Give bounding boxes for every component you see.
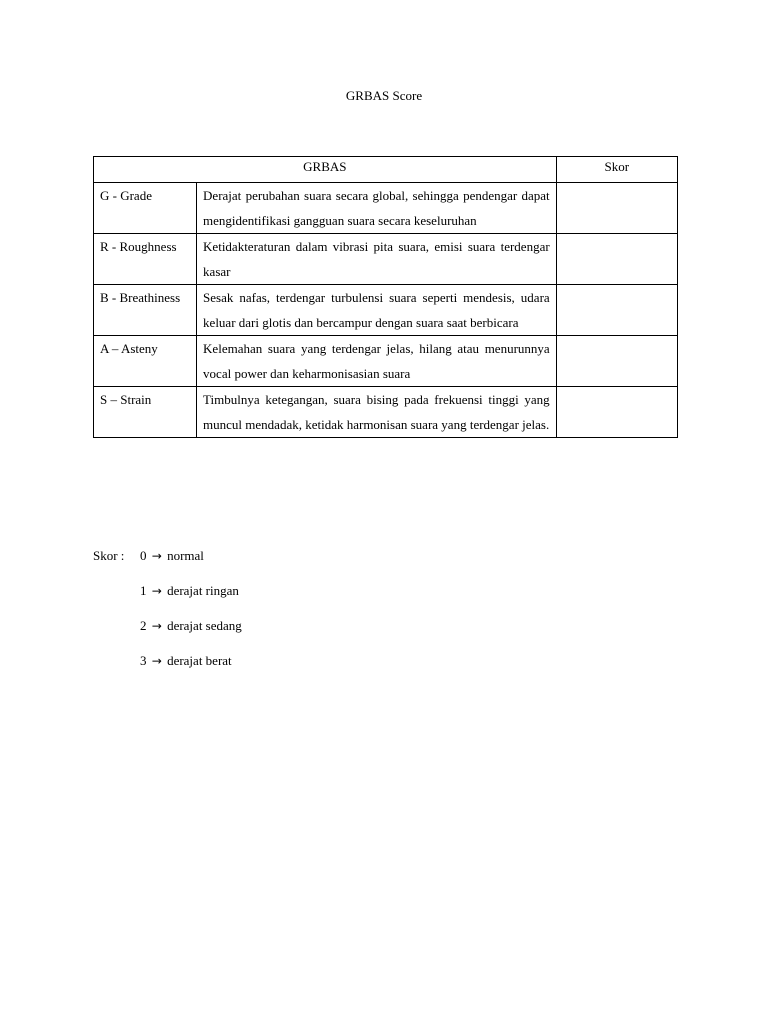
table-row	[94, 285, 678, 336]
arrow-right-icon: →	[151, 654, 162, 668]
row-name: G - Grade	[94, 183, 197, 234]
row-name: B - Breathiness	[94, 285, 197, 336]
row-score-cell	[556, 387, 677, 438]
arrow-right-icon: →	[151, 549, 162, 563]
legend-item	[93, 582, 242, 617]
arrow-right-icon: →	[151, 619, 162, 633]
table-header-row	[94, 157, 678, 183]
legend-value: 1	[140, 583, 147, 598]
row-description: Kelemahan suara yang terdengar jelas, hilang atau menurunnya vocal power dan keharmonisasian suara	[197, 336, 557, 387]
arrow-right-icon: →	[151, 584, 162, 598]
row-score-cell	[556, 183, 677, 234]
legend-value: 0	[140, 548, 147, 563]
header-grbas: GRBAS	[94, 157, 557, 183]
header-skor: Skor	[556, 157, 677, 183]
table-row	[94, 387, 678, 438]
legend-item	[93, 617, 242, 652]
legend-meaning: derajat ringan	[167, 583, 239, 598]
legend-meaning: derajat sedang	[167, 618, 242, 633]
row-score-cell	[556, 285, 677, 336]
table-row	[94, 183, 678, 234]
legend-item	[93, 547, 242, 582]
legend-item	[93, 652, 242, 687]
table-row	[94, 336, 678, 387]
table-row	[94, 234, 678, 285]
legend-meaning: derajat berat	[167, 653, 232, 668]
row-name: S – Strain	[94, 387, 197, 438]
row-name: A – Asteny	[94, 336, 197, 387]
row-score-cell	[556, 234, 677, 285]
legend-value: 3	[140, 653, 147, 668]
row-description: Derajat perubahan suara secara global, sehingga pendengar dapat mengidentifikasi gangguan suara secara keseluruhan	[197, 183, 557, 234]
row-description: Sesak nafas, terdengar turbulensi suara seperti mendesis, udara keluar dari glotis dan bercampur dengan suara saat berbicara	[197, 285, 557, 336]
grbas-table	[93, 156, 678, 438]
score-legend	[93, 547, 242, 687]
row-description: Timbulnya ketegangan, suara bising pada frekuensi tinggi yang muncul mendadak, ketidak harmonisan suara yang terdengar jelas.	[197, 387, 557, 438]
legend-value: 2	[140, 618, 147, 633]
page-title: GRBAS Score	[345, 88, 423, 103]
row-name: R - Roughness	[94, 234, 197, 285]
legend-label: Skor :	[93, 548, 125, 563]
legend-meaning: normal	[167, 548, 204, 563]
row-description: Ketidakteraturan dalam vibrasi pita suara, emisi suara terdengar kasar	[197, 234, 557, 285]
row-score-cell	[556, 336, 677, 387]
